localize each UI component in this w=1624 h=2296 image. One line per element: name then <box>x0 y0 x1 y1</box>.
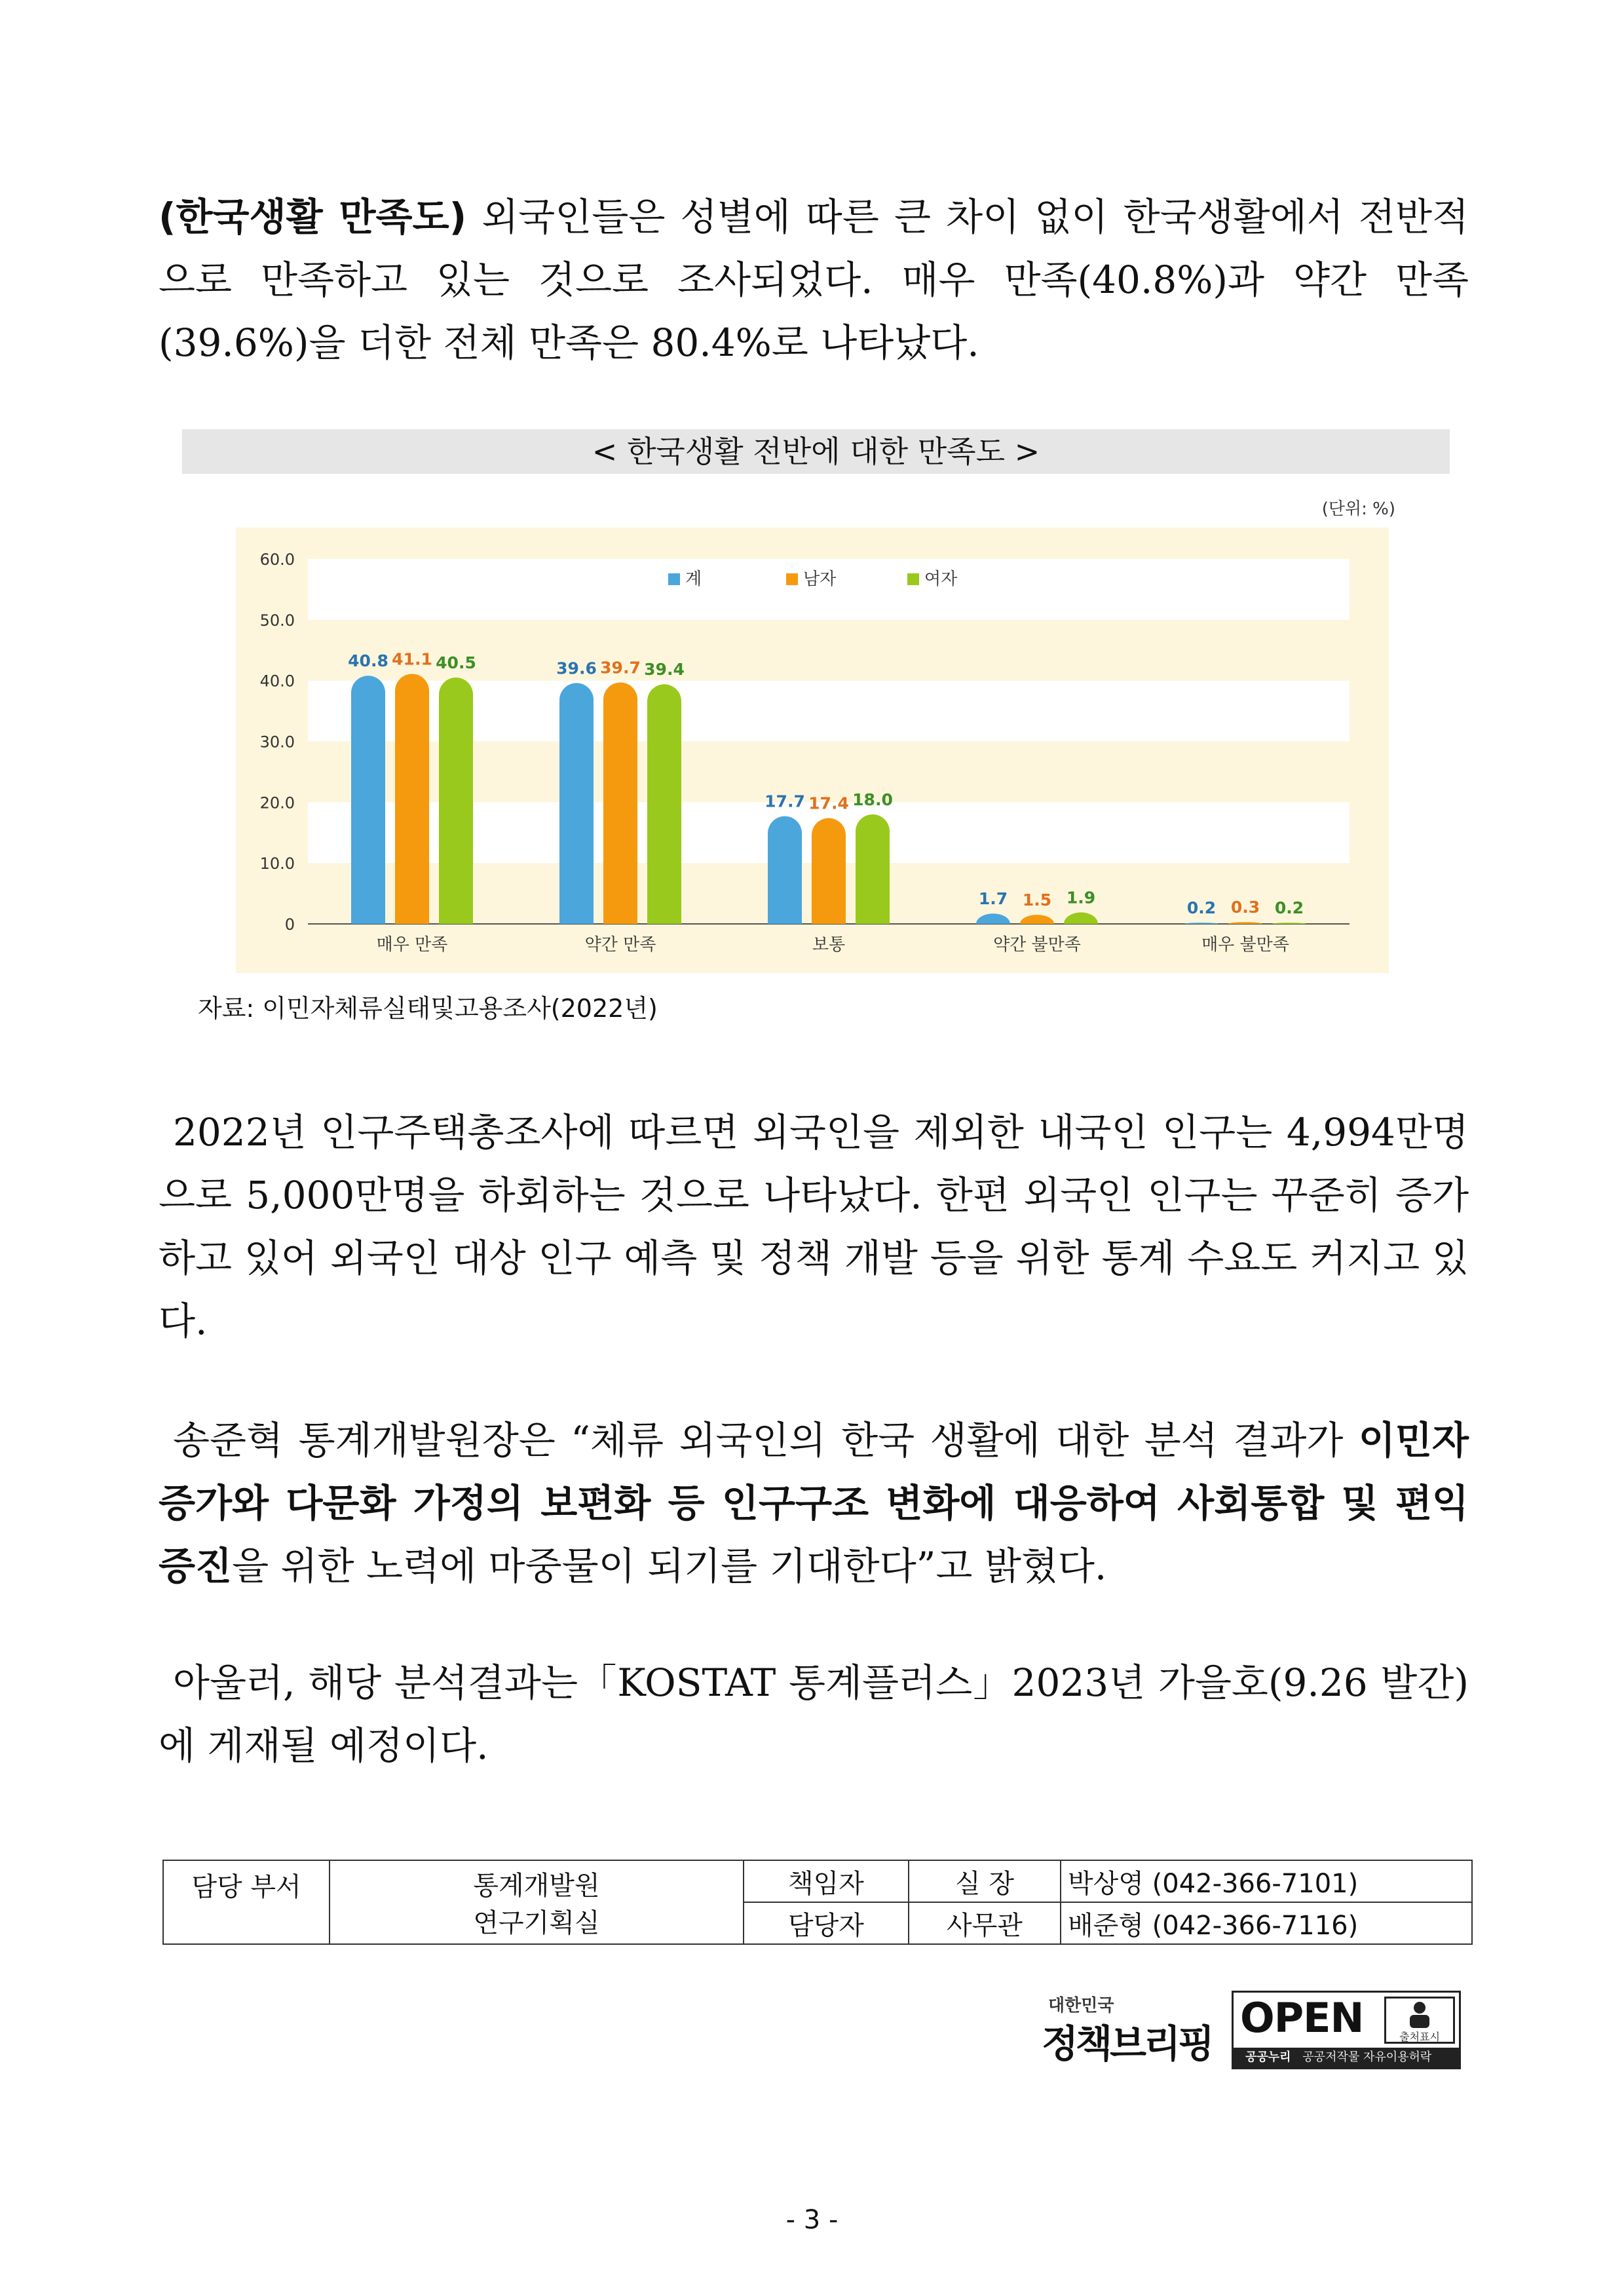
y-tick-label: 40.0 <box>259 672 295 691</box>
logo-korea-text: 대한민국 <box>1048 1996 1114 2016</box>
paragraph-quote-intro: 송준혁 통계개발원장은 “체류 외국인의 한국 생활에 대한 분석 결과가 <box>173 1418 1359 1463</box>
paragraph-satisfaction <box>159 185 1469 374</box>
bar <box>395 674 429 924</box>
x-category-label: 약간 불만족 <box>993 935 1081 955</box>
legend-label: 여자 <box>924 569 958 589</box>
data-label: 39.6 <box>556 659 597 678</box>
contact-table <box>162 1860 1473 1945</box>
chart-title: < 한국생활 전반에 대한 만족도 > <box>182 429 1450 474</box>
dept-label: 담당 부서 <box>163 1860 330 1944</box>
y-tick-label: 60.0 <box>259 550 295 569</box>
page-number: - 3 - <box>785 2205 839 2235</box>
data-label: 41.1 <box>392 649 432 669</box>
paragraph-quote-bold: 이민자 증가와 다문화 가정의 보편화 등 인구구조 변화에 대응하여 사회통합 및 편익 증진 <box>159 1418 1469 1588</box>
title-staff: 사무관 <box>909 1902 1061 1944</box>
logo-briefing-text: 정책브리핑 <box>1042 2021 1213 2066</box>
data-label: 40.5 <box>436 653 476 673</box>
legend-swatch <box>668 573 680 585</box>
role-staff: 담당자 <box>744 1902 909 1944</box>
bar <box>647 684 681 924</box>
legend-label: 남자 <box>803 569 837 589</box>
attribution-badge <box>1384 1997 1455 2044</box>
person-staff: 배준형 (042-366-7116) <box>1061 1902 1472 1944</box>
bar <box>559 683 594 924</box>
bar <box>812 818 846 924</box>
footer-logos <box>1042 1991 1467 2069</box>
data-label: 18.0 <box>852 790 893 809</box>
y-tick-label: 50.0 <box>259 611 295 630</box>
grid-band <box>308 559 1350 620</box>
x-category-label: 약간 만족 <box>584 935 656 955</box>
data-label: 39.7 <box>600 658 641 678</box>
legend-label: 계 <box>685 569 702 589</box>
dept-name-line1: 통계개발원 <box>473 1871 600 1901</box>
title-manager: 실 장 <box>909 1860 1061 1902</box>
data-label: 17.4 <box>808 794 849 813</box>
chart-source: 자료: 이민자체류실태및고용조사(2022년) <box>198 994 658 1023</box>
person-manager: 박상영 (042-366-7101) <box>1061 1860 1472 1902</box>
paragraph-publication: 아울러, 해당 분석결과는「KOSTAT 통계플러스」2023년 가을호(9.26 발간)에 게재될 예정이다. <box>159 1660 1469 1768</box>
bar <box>603 682 637 924</box>
kogl-bar <box>1234 2048 1459 2067</box>
satisfaction-bar-chart <box>236 527 1389 973</box>
legend-swatch <box>907 573 919 585</box>
paragraph-population: 2022년 인구주택총조사에 따르면 외국인을 제외한 내국인 인구는 4,994만명으로 5,000만명을 하회하는 것으로 나타났다. 한편 외국인 인구는 꾸준히 증가하고 있어 외국인 대상 인구 예측 및 정책 개발 등을 위한 통계 수요도 커지고 있다. <box>159 1110 1469 1343</box>
role-manager: 책임자 <box>744 1860 909 1902</box>
data-label: 1.5 <box>1022 890 1052 910</box>
y-tick-label: 10.0 <box>259 854 295 873</box>
bar <box>768 816 802 924</box>
paragraph-satisfaction-heading: (한국생활 만족도) <box>159 195 467 239</box>
data-label: 0.2 <box>1274 898 1304 918</box>
paragraph-quote <box>159 1409 1469 1598</box>
data-label: 17.7 <box>765 792 805 811</box>
paragraph-satisfaction-text: 외국인들은 성별에 따른 큰 차이 없이 한국생활에서 전반적으로 만족하고 있는 것으로 조사되었다. 매우 만족(40.8%)과 약간 만족(39.6%)을 더한 전체 만족은 80.4%로 나타났다. <box>159 195 1469 365</box>
chart-unit: (단위: %) <box>1321 499 1395 519</box>
x-category-label: 매우 만족 <box>376 935 448 955</box>
korea-policy-briefing-logo <box>1042 1991 1218 2069</box>
y-tick-label: 30.0 <box>259 733 295 752</box>
data-label: 0.2 <box>1186 898 1217 918</box>
paragraph-quote-rest: 을 위한 노력에 마중물이 되기를 기대한다”고 밝혔다. <box>232 1544 1107 1588</box>
x-category-label: 매우 불만족 <box>1201 935 1289 955</box>
x-category-label: 보통 <box>812 935 846 955</box>
legend-swatch <box>786 573 798 585</box>
dept-name-line2: 연구기획실 <box>473 1908 600 1938</box>
data-label: 39.4 <box>644 660 685 679</box>
kogl-logo <box>1232 1991 1461 2069</box>
person-icon <box>1386 1999 1453 2029</box>
dept-name <box>330 1860 744 1944</box>
data-label: 40.8 <box>348 651 388 671</box>
bar <box>856 814 890 924</box>
kogl-name: 공공누리 <box>1245 2050 1291 2064</box>
bar <box>439 678 473 924</box>
y-tick-label: 20.0 <box>259 794 295 813</box>
data-label: 0.3 <box>1230 898 1260 917</box>
kogl-description: 공공저작물 자유이용허락 <box>1302 2050 1432 2064</box>
data-label: 1.7 <box>978 889 1008 909</box>
y-tick-label: 0 <box>284 915 295 934</box>
bar <box>351 676 385 924</box>
data-label: 1.9 <box>1066 888 1096 908</box>
open-text: OPEN <box>1240 1994 1364 2042</box>
attribution-text: 출처표시 <box>1399 2031 1440 2043</box>
